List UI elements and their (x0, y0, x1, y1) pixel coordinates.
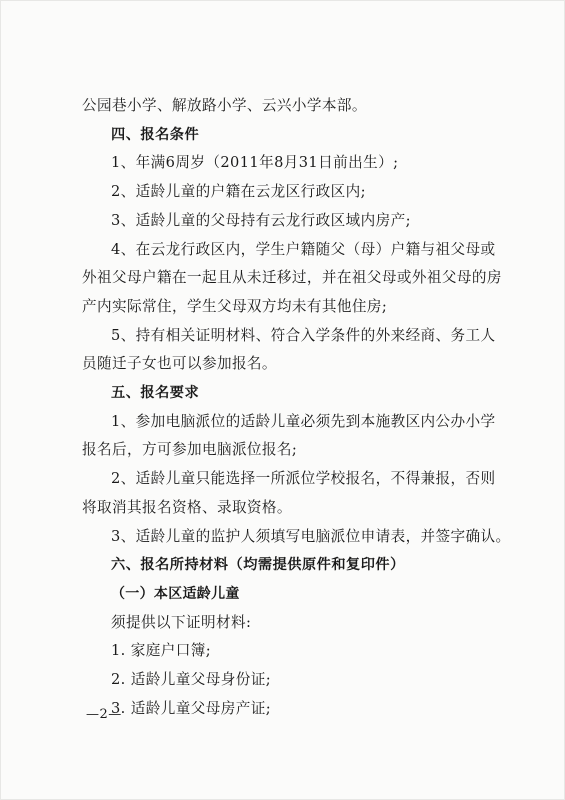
list-item: 3. 适龄儿童父母房产证; (111, 699, 272, 717)
subsection-heading: （一）本区适龄儿童 (111, 585, 240, 602)
list-item: 1. 家庭户口簿; (111, 642, 212, 660)
text-line: 报名后，方可参加电脑派位报名; (82, 441, 298, 459)
text-line: 2、适龄儿童的户籍在云龙区行政区内; (111, 183, 366, 201)
text-line: 5、持有相关证明材料、符合入学条件的外来经商、务工人 (111, 326, 496, 344)
page-number: —2— (86, 707, 122, 722)
text-line: 1、参加电脑派位的适龄儿童必须先到本施教区内公办小学 (111, 412, 496, 430)
text-line: 公园巷小学、解放路小学、云兴小学本部。 (82, 97, 367, 114)
section-heading-6: 六、报名所持材料（均需提供原件和复印件） (111, 557, 405, 574)
text-line: 4、在云龙行政区内，学生户籍随父（母）户籍与祖父母或 (111, 240, 496, 258)
text-line: 须提供以下证明材料: (111, 613, 252, 631)
text-line: 产内实际常住，学生父母双方均未有其他住房; (82, 297, 388, 315)
section-heading-5: 五、报名要求 (111, 385, 200, 402)
text-line: 3、适龄儿童的父母持有云龙行政区域内房产; (111, 211, 411, 229)
section-heading-4: 四、报名条件 (111, 126, 200, 143)
text-line: 2、适龄儿童只能选择一所派位学校报名，不得兼报，否则 (111, 470, 496, 488)
text-line: 3、适龄儿童的监护人须填写电脑派位申请表，并签字确认。 (111, 527, 511, 545)
text-line: 将取消其报名资格、录取资格。 (82, 498, 292, 516)
text-line: 外祖父母户籍在一起且从未迁移过，并在祖父母或外祖父母的房 (82, 269, 502, 287)
text-line: 1、年满6周岁（2011年8月31日前出生）; (111, 154, 399, 172)
text-line: 员随迁子女也可以参加报名。 (82, 355, 277, 373)
document-body (82, 92, 527, 723)
list-item: 2. 适龄儿童父母身份证; (111, 671, 272, 689)
